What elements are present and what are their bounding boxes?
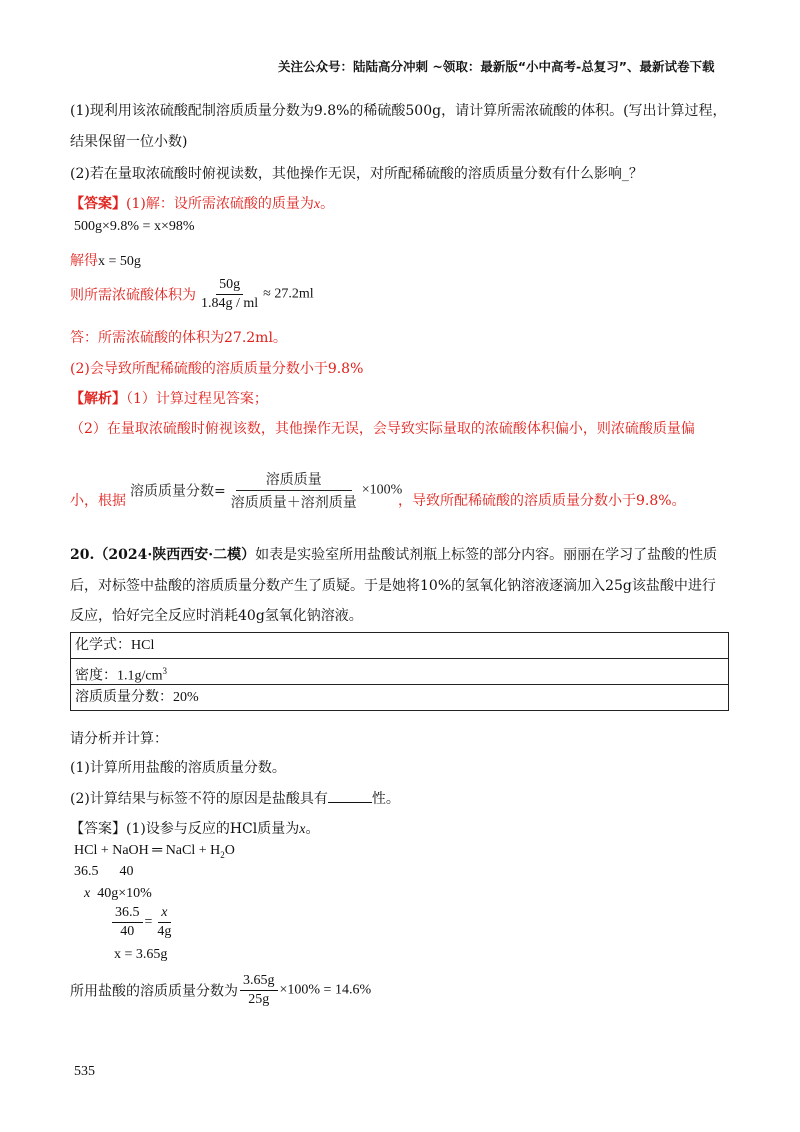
fraction-numerator: 50g	[216, 277, 243, 295]
reaction-tail: O	[224, 843, 235, 858]
reaction-text: HCl + NaOH ═ NaCl + H	[74, 843, 221, 858]
formula-tail: ×100%	[361, 482, 403, 498]
result-tail: ×100% = 14.6%	[279, 982, 372, 998]
equation-mass: 500g×9.8% = x×98%	[74, 219, 195, 234]
quantities-line	[84, 886, 152, 902]
sub2-post: 性。	[371, 791, 400, 807]
fraction-denominator: 1.84g / ml	[201, 296, 259, 311]
proportion-left	[112, 905, 143, 940]
analysis-line3-pre: 小，根据	[70, 493, 126, 509]
q19-part2: (2)若在量取浓硫酸时俯视读数，其他操作无误，对所配稀硫酸的溶质质量分数有什么影响_？	[70, 166, 643, 182]
density-text: 密度：1.1g/cm	[75, 668, 163, 684]
volume-label: 则所需浓硫酸体积为	[70, 287, 196, 304]
q19-part1-line1: (1)现利用该浓硫酸配制溶质质量分数为9.8%的稀硫酸500g，请计算所需浓硫酸的体积。(写出计算过程，	[70, 103, 727, 119]
q20-prompt: 请分析并计算：	[70, 731, 168, 747]
question-number: 20.	[70, 547, 95, 563]
sub2-pre: (2)计算结果与标签不符的原因是盐酸具有	[70, 791, 328, 807]
q19-analysis-line1	[70, 388, 268, 408]
answer-tag: 【答案】	[70, 196, 126, 212]
mass-fraction-formula	[130, 469, 402, 512]
q20-stem-line1	[70, 544, 717, 564]
formula-denominator: 溶质质量＋溶剂质量	[230, 495, 357, 511]
label-row-mass-fraction: 溶质质量分数：20%	[71, 684, 728, 710]
volume-result: ≈ 27.2ml	[263, 286, 314, 302]
answer-intro: (1)解：设所需浓硫酸的质量为	[126, 196, 314, 212]
q19-part1-line2: 结果保留一位小数)	[70, 134, 188, 150]
page-header: 关注公众号：陆陆高分冲刺 ~领取：最新版“小中高考-总复习”、最新试卷下载	[278, 59, 715, 74]
density-superscript: 3	[162, 666, 167, 676]
stem-text1: 如表是实验室所用盐酸试剂瓶上标签的部分内容。丽丽在学习了盐酸的性质	[255, 547, 718, 563]
q20-sub2	[70, 788, 400, 808]
question-source: （2024·陕西西安·二模）	[94, 547, 256, 563]
solve-x: x = 3.65g	[114, 947, 168, 962]
volume-line	[70, 277, 314, 312]
reaction-equation	[74, 843, 235, 860]
formula-fraction	[228, 469, 360, 512]
proportion-equation	[110, 905, 176, 940]
analysis-text1: （1）计算过程见答案；	[126, 391, 268, 407]
q20-sub1: (1)计算所用盐酸的溶质质量分数。	[70, 760, 286, 776]
period: 。	[305, 821, 320, 837]
period: 。	[320, 196, 335, 212]
left-numerator: 36.5	[112, 905, 143, 923]
label-row-formula: 化学式：HCl	[75, 638, 155, 653]
analysis-tag: 【解析】	[70, 391, 126, 407]
variable-x: x	[84, 886, 91, 901]
analysis-line3-post: ，导致所配稀硫酸的溶质质量分数小于9.8%。	[398, 493, 686, 509]
solve-line	[70, 250, 141, 270]
solve-label: 解得	[70, 253, 98, 269]
reaction-subscript: 2	[220, 849, 225, 860]
proportion-right	[154, 905, 174, 940]
q20-stem-line2: 后，对标签中盐酸的溶质质量分数产生了质疑。于是她将10%的氢氧化钠溶液逐滴加入25g该盐酸中进行	[70, 578, 716, 594]
answer-tag: 【答案】	[70, 821, 126, 837]
result-line	[70, 973, 371, 1008]
right-numerator: x	[158, 905, 170, 923]
formula-numerator: 溶质质量	[236, 469, 352, 491]
page-number: 535	[74, 1064, 95, 1079]
left-denominator: 40	[120, 924, 135, 939]
result-numerator: 3.65g	[240, 973, 278, 991]
q19-analysis-line2: （2）在量取浓硫酸时俯视该数，其他操作无误，会导致实际量取的浓硫酸体积偏小，则浓硫酸质量偏	[70, 421, 695, 437]
q19-part2-answer: (2)会导致所配稀硫酸的溶质质量分数小于9.8%	[70, 361, 364, 377]
variable-x: x	[299, 822, 306, 837]
result-fraction	[240, 973, 278, 1008]
formula-lhs: 溶质质量分数=	[130, 483, 226, 500]
reagent-label-table	[70, 632, 729, 711]
q20-stem-line3: 反应，恰好完全反应时消耗40g氢氧化钠溶液。	[70, 608, 363, 624]
result-denominator: 25g	[248, 992, 270, 1007]
result-label: 所用盐酸的溶质质量分数为	[70, 983, 238, 1000]
variable-x: x	[313, 197, 321, 212]
q20-answer-line	[70, 818, 319, 838]
answer-intro: (1)设参与反应的HCl质量为	[126, 821, 300, 837]
equals-sign: =	[144, 914, 153, 930]
answer-blank	[328, 790, 372, 803]
label-row-density	[71, 658, 728, 684]
right-denominator: 4g	[157, 924, 172, 939]
q19-answer-line	[70, 193, 334, 213]
quantities-text: 40g×10%	[97, 886, 152, 901]
volume-fraction	[198, 277, 261, 312]
molar-masses: 36.5 40	[74, 864, 134, 879]
equation-x: x = 50g	[98, 254, 141, 269]
q19-conclusion: 答：所需浓硫酸的体积为27.2ml。	[70, 330, 287, 346]
